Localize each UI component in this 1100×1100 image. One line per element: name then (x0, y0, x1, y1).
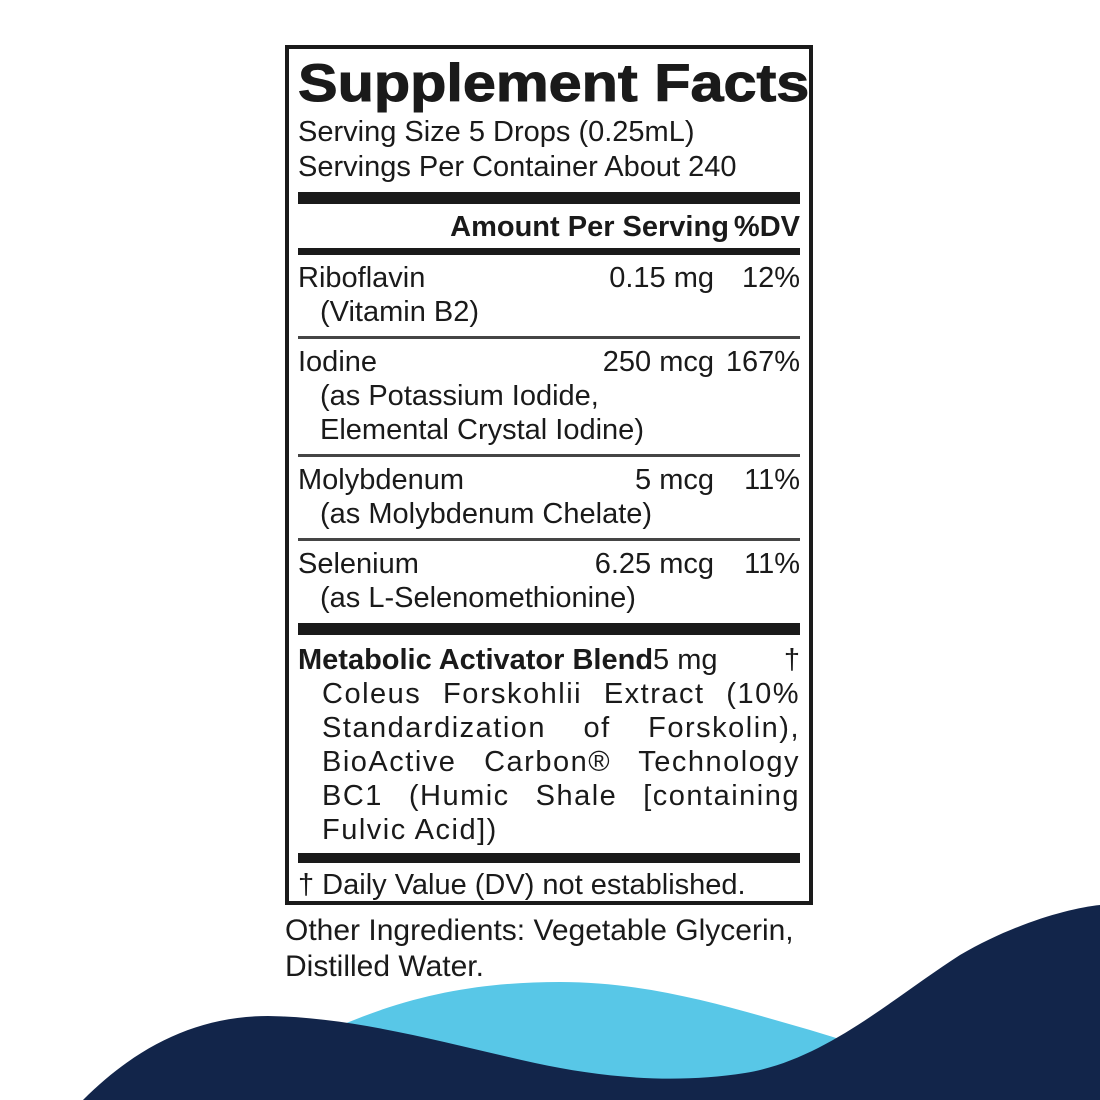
supplement-facts-panel (285, 45, 813, 905)
column-header (298, 209, 800, 244)
daily-value-footnote: † Daily Value (DV) not established. (298, 869, 746, 901)
nutrient-detail: (Vitamin B2) (320, 296, 480, 328)
nutrient-detail: (as L-Selenomethionine) (320, 582, 636, 614)
nutrient-name: Riboflavin (298, 262, 426, 294)
serving-size-line: Serving Size 5 Drops (0.25mL) (298, 116, 695, 148)
nutrient-dv: 12% (741, 262, 800, 294)
nutrient-amount: 0.15 mg (609, 262, 714, 294)
blend-detail: Coleus Forskohlii Extract (10% (322, 678, 800, 710)
nutrient-amount: 250 mcg (602, 346, 714, 378)
nutrient-detail: (as Potassium Iodide, (320, 380, 599, 412)
nutrient-row (298, 255, 800, 329)
blend-dv-dagger: † (783, 644, 800, 676)
footnote-divider (298, 853, 800, 863)
nutrient-row (298, 457, 800, 531)
dv-header-label: %DV (733, 211, 800, 243)
blend-name: Metabolic Activator Blend (298, 644, 654, 676)
nutrient-detail: (as Molybdenum Chelate) (320, 498, 653, 530)
nutrient-detail: Elemental Crystal Iodine) (320, 414, 644, 446)
panel-title: Supplement Facts (298, 54, 810, 113)
blend-detail: BioActive Carbon® Technology (322, 746, 800, 778)
blend-detail: Fulvic Acid]) (322, 814, 498, 846)
nutrient-row (298, 339, 800, 447)
medium-divider (298, 248, 800, 255)
nutrient-amount: 5 mcg (635, 464, 714, 496)
thick-divider (298, 192, 800, 204)
blend-detail: BC1 (Humic Shale [containing (322, 780, 800, 812)
blend-detail: Standardization of Forskolin), (322, 712, 800, 744)
nutrient-dv: 11% (744, 548, 800, 580)
servings-per-container-line: Servings Per Container About 240 (298, 151, 737, 183)
nutrient-name: Molybdenum (298, 464, 465, 496)
nutrient-amount: 6.25 mcg (594, 548, 714, 580)
other-ingredients (285, 913, 794, 985)
nutrient-dv: 167% (725, 346, 800, 378)
nutrient-row (298, 541, 800, 615)
blend-row (298, 637, 800, 847)
nutrient-name: Iodine (298, 346, 378, 378)
amount-per-serving-label: Amount Per Serving (450, 211, 729, 243)
nutrient-name: Selenium (298, 548, 419, 580)
other-ingredients-line: Distilled Water. (285, 950, 484, 983)
blend-amount: 5 mg (653, 644, 718, 676)
thick-divider (298, 623, 800, 635)
other-ingredients-line: Other Ingredients: Vegetable Glycerin, (285, 914, 794, 947)
nutrient-dv: 11% (744, 464, 800, 496)
